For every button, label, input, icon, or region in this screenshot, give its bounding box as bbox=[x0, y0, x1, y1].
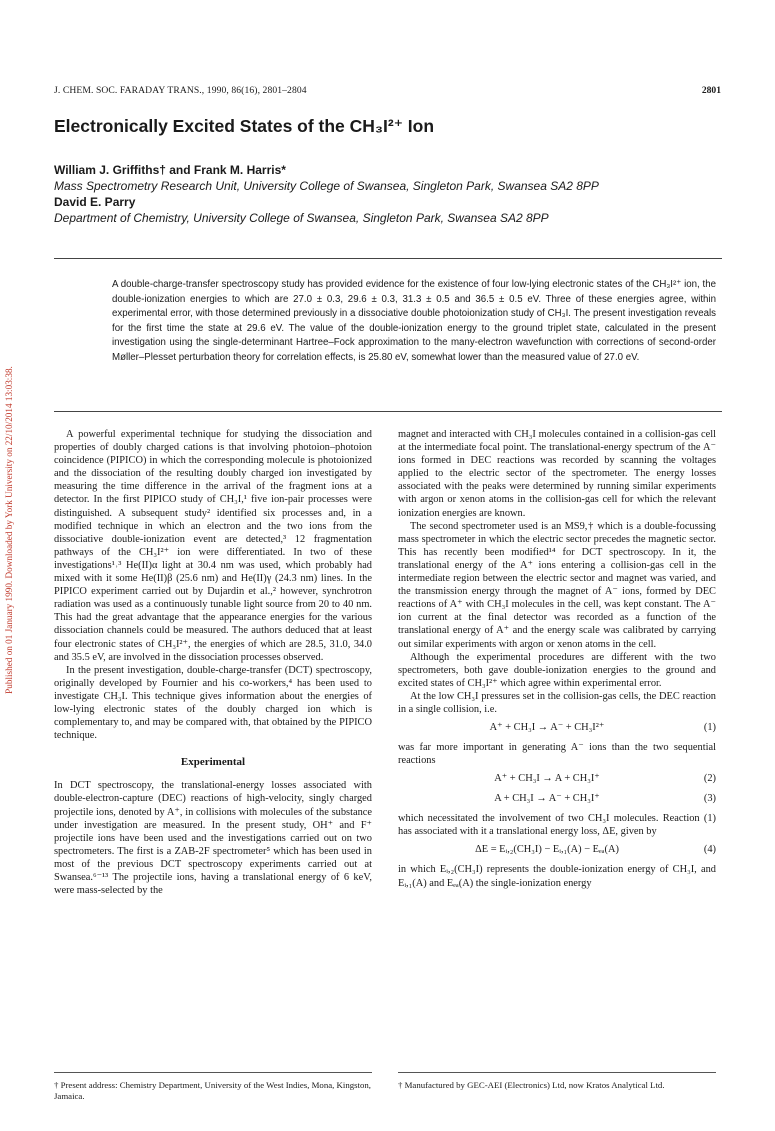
right-column bbox=[398, 428, 716, 890]
download-watermark-text: Published on 01 January 1990. Downloaded by York University on 22/10/2014 13:03:38. bbox=[4, 366, 14, 694]
abstract: A double-charge-transfer spectroscopy study has provided evidence for the existence of four low-lying electronic states of the CH₃I²⁺ ion, the double-ionization energies to which are 27.0 ± 0.3, 29.6 ± 0.3, 31.3 ± 0.5 and 36.5 ± 0.5 eV. Three of these energies agree, within experimental error, with those determined previously in a dissociative double photoionization study of CH₃I. The present investigation reveals for the first time the state at 29.6 eV. The value of the double-ionization energy to the ground triplet state, calculated in the present investigation using the single-determinant Hartree–Fock approximation to the many-electron wavefunction with corrections of second-order Møller–Plesset perturbation theory for correlation effects, is 25.80 eV, somewhat lower than the measured value of 27.0 eV. bbox=[112, 279, 716, 363]
paragraph: In DCT spectroscopy, the translational-energy losses associated with double-electron-capture (DEC) reactions of high-velocity, singly charged projectile ions, denoted by A⁺, in collisions with molecules of the substance under investigation are measured. In the present study, OH⁺ and F⁺ projectile ions have been used and the investigations carried out on two spectrometers. The first is a ZAB-2F spectrometer⁵ which has been used in most of the previous DCT spectroscopy experiments carried out at Swansea.⁶⁻¹³ The projectile ions, having a translational energy of 6 keV, were mass-selected by the bbox=[54, 780, 372, 897]
paragraph: Although the experimental procedures are different with the two spectrometers, both gave double-ionization energies to the ground and excited states of CH₃I²⁺ which agree within experimental error. bbox=[398, 651, 716, 689]
paragraph: which necessitated the involvement of two CH₃I molecules. Reaction (1) has associated with it a translational energy loss, ΔE, given by bbox=[398, 813, 716, 838]
paragraph: The second spectrometer used is an MS9,† which is a double-focussing mass spectrometer in which the electric sector precedes the magnetic sector. This has recently been modified¹⁴ for DCT spectroscopy. In it, the translational energy of the A⁺ ions entering a collision-gas cell in the intermediate region between the electric sector and magnet was varied, and the transmission energy through the magnet of A⁻ ions, formed by DEC reactions of A⁺ with CH₃I molecules in the cell, was kept constant. The A⁻ ion current at the final detector was recorded as a function of the translational energy of A⁺ and the energy scale was calibrated by carrying out similar experiments with argon or xenon atoms in the cell. bbox=[398, 520, 716, 650]
author-affiliation: Mass Spectrometry Research Unit, University College of Swansea, Singleton Park, Swansea SA2 8PP bbox=[54, 179, 599, 193]
paragraph: At the low CH₃I pressures set in the collision-gas cells, the DEC reaction in a single collision, i.e. bbox=[398, 690, 716, 715]
footnote: † Present address: Chemistry Department, University of the West Indies, Mona, Kingston, Jamaica. bbox=[54, 1080, 371, 1101]
divider bbox=[54, 411, 722, 412]
equation-number: (2) bbox=[703, 773, 716, 785]
equation-body: A + CH₃I → A⁻ + CH₃I⁺ bbox=[494, 793, 600, 805]
footnote-rule bbox=[54, 1072, 372, 1073]
paragraph: in which Eᵢ,₂(CH₃I) represents the double-ionization energy of CH₃I, and Eᵢ,₁(A) and Eₑₐ(A) the single-ionization energy bbox=[398, 864, 716, 889]
equation-number: (4) bbox=[703, 844, 716, 856]
article-title: Electronically Excited States of the CH₃I²⁺ Ion bbox=[54, 116, 435, 136]
journal-citation: J. CHEM. SOC. FARADAY TRANS., 1990, 86(16), 2801–2804 bbox=[54, 85, 307, 96]
paragraph: In the present investigation, double-charge-transfer (DCT) spectroscopy, originally developed by Fournier and his co-workers,⁴ has been used to investigate CH₃I. This technique gives information about the energies of low-lying electronic states of the doubly charged ion which is complementary to, and may be compared with, that obtained by the PIPICO technique. bbox=[54, 664, 372, 742]
paragraph: A powerful experimental technique for studying the dissociation and properties of doubly charged cations is that involving photoion–photoion coincidence (PIPICO) in which the corresponding molecule is photoionized and the dissociation of the resulting doubly charged ion investigated by measuring the time difference in the arrival of the fragment ions at a detector. In the first PIPICO study of CH₃I,¹ five ion-pair processes were distinguished. A subsequent study² identified six processes and, in a modified technique in which an electron and the two ions from the dissociative double-ionization event are detected,³ 12 fragmentation pathways of the CH₃I²⁺ ion were differentiated. In two of these investigations¹˒³ He(II)α light at 30.4 nm was used, which probably had mixed with it some He(II)β (25.6 nm) and He(II)γ (24.3 nm) lines. In the PIPICO experiment carried out by Dujardin et al.,² however, synchrotron radiation was used as a continuously tunable light source from 20 to 40 nm. This had the great advantage that the appearance energies for the various dissociation channels could be measured. The authors deduced that at least four electronic states of CH₃I²⁺, the energies of which are 28.5, 31.0, 34.0 and 35.5 eV, are involved in the dissociation processes observed. bbox=[54, 429, 372, 663]
author-names: David E. Parry bbox=[54, 195, 136, 209]
equation-number: (1) bbox=[703, 722, 716, 734]
author-names: William J. Griffiths† and Frank M. Harris* bbox=[54, 163, 286, 177]
author-block bbox=[54, 162, 734, 226]
paragraph: magnet and interacted with CH₃I molecules contained in a collision-gas cell at the intermediate focal point. The translational-energy spectrum of the A⁻ ions formed in DEC reactions was recorded by scanning the voltages applied to the electric sector of the spectrometer. The energy losses associated with the peaks were determined by running similar experiments with argon or xenon atoms in the collision-gas cell for which the relevant ionization energies are known. bbox=[398, 429, 716, 519]
equation bbox=[398, 843, 716, 858]
equation-body: A⁺ + CH₃I → A⁻ + CH₃I²⁺ bbox=[489, 722, 605, 734]
footnote: † Manufactured by GEC-AEI (Electronics) Ltd, now Kratos Analytical Ltd. bbox=[398, 1080, 665, 1090]
footnote-rule bbox=[398, 1072, 716, 1073]
divider bbox=[54, 258, 722, 259]
running-header bbox=[54, 85, 721, 99]
section-heading: Experimental bbox=[180, 756, 246, 769]
author-affiliation: Department of Chemistry, University College of Swansea, Singleton Park, Swansea SA2 8PP bbox=[54, 211, 549, 225]
equation bbox=[398, 721, 716, 736]
equation-body: A⁺ + CH₃I → A + CH₃I⁺ bbox=[494, 773, 600, 785]
left-column bbox=[54, 428, 372, 897]
equation-number: (3) bbox=[703, 793, 716, 805]
equation bbox=[398, 772, 716, 787]
equation-body: ΔE = Eᵢ,₂(CH₃I) − Eᵢ,₁(A) − Eₑₐ(A) bbox=[475, 844, 619, 856]
download-watermark bbox=[2, 250, 16, 810]
paragraph: was far more important in generating A⁻ ions than the two sequential reactions bbox=[398, 742, 716, 767]
equation bbox=[398, 792, 716, 807]
page-number: 2801 bbox=[701, 85, 721, 96]
